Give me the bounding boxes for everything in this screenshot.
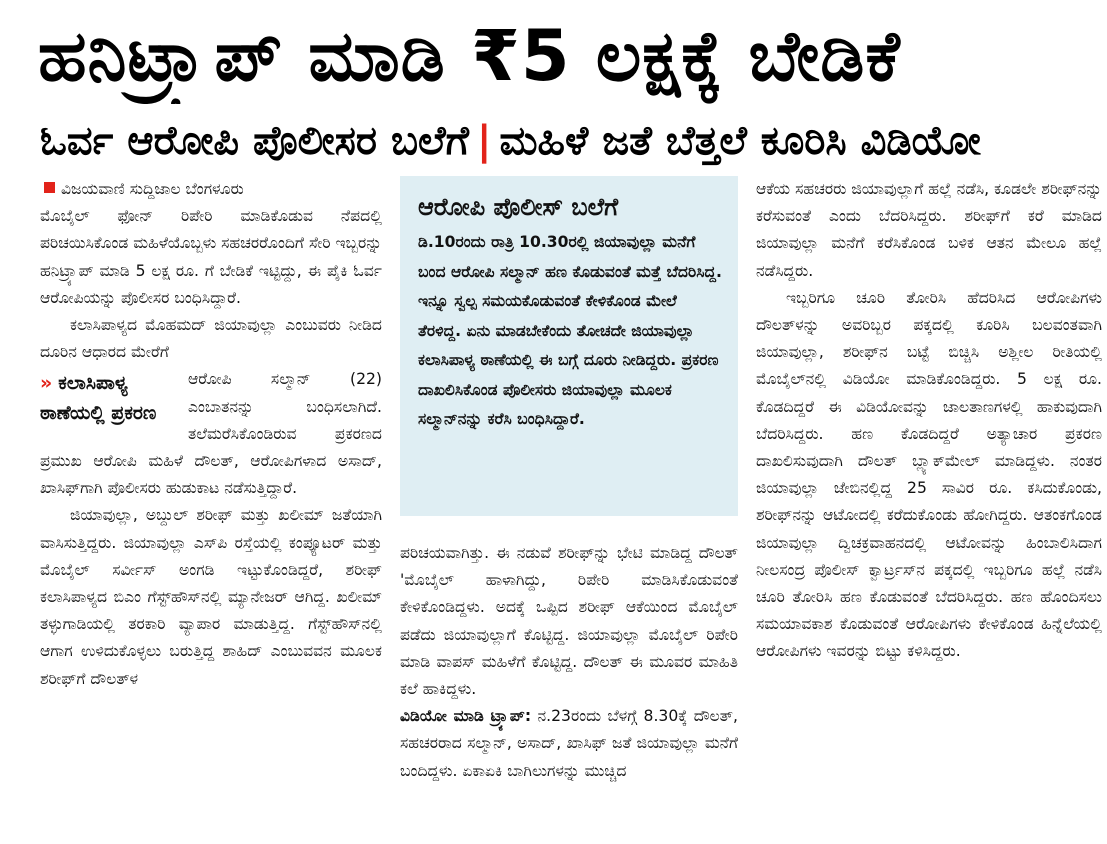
dateline-para	[40, 176, 382, 203]
headline: ಹನಿಟ್ರ್ಯಾಪ್ ಮಾಡಿ ₹5 ಲಕ್ಷಕ್ಕೆ ಬೇಡಿಕೆ	[38, 15, 901, 97]
paragraph: ಆಕೆಯ ಸಹಚರರು ಜಿಯಾವುಲ್ಲಾಗೆ ಹಲ್ಲೆ ನಡೆಸಿ, ಕೂಡಲೇ ಶರೀಫ್‌ನನ್ನು ಕರೆಸುವಂತೆ ಎಂದು ಬೆದರಿಸಿದ್ದರು. ಶರೀಫ್‌ಗೆ ಕರೆ ಮಾಡಿದ ಜಿಯಾವುಲ್ಲಾ ಮನೆಗೆ ಕರೆಸಿಕೊಂಡ ಬಳಿಕ ಆತನ ಮೇಲೂ ಹಲ್ಲೆ ನಡೆಸಿದ್ದರು.	[756, 180, 1102, 280]
paragraph: ಕಲಾಸಿಪಾಳ್ಯದ ಮೊಹಮದ್ ಜಿಯಾವುಲ್ಲಾ ಎಂಬುವರು ನೀಡಿದ ದೂರಿನ ಆಧಾರದ ಮೇರೆಗೆ	[40, 316, 382, 362]
paragraph: ಜಿಯಾವುಲ್ಲಾ, ಅಬ್ದುಲ್ ಶರೀಫ್ ಮತ್ತು ಖಲೀಮ್ ಜತೆಯಾಗಿ ವಾಸಿಸುತ್ತಿದ್ದರು. ಜಿಯಾವುಲ್ಲಾ ಎಸ್‌ಪಿ ರಸ್ತೆಯಲ್ಲಿ ಕಂಪ್ಯೂಟರ್ ಮತ್ತು ಮೊಬೈಲ್ ಸರ್ವೀಸ್ ಅಂಗಡಿ ಇಟ್ಟುಕೊಂಡಿದ್ದರೆ, ಶರೀಫ್ ಕಲಾಸಿಪಾಳ್ಯದ ಬಿಎಂ ಗೆಸ್ಟ್‌ಹೌಸ್‌ನಲ್ಲಿ ಮ್ಯಾನೇಜರ್ ಆಗಿದ್ದ. ಖಲೀಮ್ ತಳ್ಳುಗಾಡಿಯಲ್ಲಿ ತರಕಾರಿ ವ್ಯಾಪಾರ ಮಾಡುತ್ತಿದ್ದ. ಗೆಸ್ಟ್‌ಹೌಸ್‌ನಲ್ಲಿ ಆಗಾಗ ಉಳಿದುಕೊಳ್ಳಲು ಬರುತ್ತಿದ್ದ ಶಾಹಿದ್ ಎಂಬುವವನ ಮೂಲಕ ಶರೀಫ್‌ಗೆ ದೌಲತ್‌ಳ	[40, 506, 382, 688]
subhead-right: ಮಹಿಳೆ ಜತೆ ಬೆತ್ತಲೆ ಕೂರಿಸಿ ವಿಡಿಯೋ	[499, 118, 981, 164]
subheadline	[40, 112, 1102, 170]
article-column-3	[756, 176, 1102, 844]
sidebar-box-body: ಡಿ.10ರಂದು ರಾತ್ರಿ 10.30ರಲ್ಲಿ ಜಿಯಾವುಲ್ಲಾ ಮನೆಗೆ ಬಂದ ಆರೋಪಿ ಸಲ್ಮಾನ್ ಹಣ ಕೊಡುವಂತೆ ಮತ್ತೆ ಬೆದರಿಸಿದ್ದ. ಇನ್ನೂ ಸ್ವಲ್ಪ ಸಮಯಕೊಡುವಂತೆ ಕೇಳಿಕೊಂಡ ಮೇಲೆ ತೆರಳಿದ್ದ. ಏನು ಮಾಡಬೇಕೆಂದು ತೋಚದೇ ಜಿಯಾವುಲ್ಲಾ ಕಲಾಸಿಪಾಳ್ಯ ಠಾಣೆಯಲ್ಲಿ ಈ ಬಗ್ಗೆ ದೂರು ನೀಡಿದ್ದರು. ಪ್ರಕರಣ ದಾಖಲಿಸಿಕೊಂಡ ಪೊಲೀಸರು ಜಿಯಾವುಲ್ಲಾ ಮೂಲಕ ಸಲ್ಮಾನ್‌ನನ್ನು ಕರೆಸಿ ಬಂಧಿಸಿದ್ದಾರೆ.	[418, 233, 722, 428]
paragraph	[400, 703, 738, 785]
sidebar-box-title: ಆರೋಪಿ ಪೊಲೀಸ್ ಬಲೆಗೆ	[418, 193, 619, 221]
paragraph: ಮೊಬೈಲ್ ಫೋನ್ ರಿಪೇರಿ ಮಾಡಿಕೊಡುವ ನೆಪದಲ್ಲಿ ಪರಿಚಯಿಸಿಕೊಂಡ ಮಹಿಳೆಯೊಬ್ಬಳು ಸಹಚರರೊಂದಿಗೆ ಸೇರಿ ಇಬ್ಬರನ್ನು ಹನಿಟ್ರ್ಯಾಪ್ ಮಾಡಿ 5 ಲಕ್ಷ ರೂ. ಗೆ ಬೇಡಿಕೆ ಇಟ್ಟಿದ್ದು, ಈ ಪೈಕಿ ಓರ್ವ ಆರೋಪಿಯನ್ನು ಪೊಲೀಸರ ಬಂಧಿಸಿದ್ದಾರೆ.	[40, 207, 382, 307]
paragraph: ಪರಿಚಯವಾಗಿತ್ತು. ಈ ನಡುವೆ ಶರೀಫ್‌ನ್ನು ಭೇಟಿ ಮಾಡಿದ್ದ ದೌಲತ್ 'ಮೊಬೈಲ್ ಹಾಳಾಗಿದ್ದು, ರಿಪೇರಿ ಮಾಡಿಸಿಕೊಡುವಂತೆ ಕೇಳಿಕೊಂಡಿದ್ದಳು. ಅದಕ್ಕೆ ಒಪ್ಪಿದ ಶರೀಫ್ ಆಕೆಯಿಂದ ಮೊಬೈಲ್ ಪಡೆದು ಜಿಯಾವುಲ್ಲಾಗೆ ಕೊಟ್ಟಿದ್ದ. ಜಿಯಾವುಲ್ಲಾ ಮೊಬೈಲ್ ರಿಪೇರಿ ಮಾಡಿ ವಾಪಸ್ ಮಹಿಳೆಗೆ ಕೊಟ್ಟಿದ್ದ. ದೌಲತ್ ಈ ಮೂವರ ಮಾಹಿತಿ ಕಲೆ ಹಾಕಿದ್ದಳು.	[400, 544, 738, 699]
dateline: ವಿಜಯವಾಣಿ ಸುದ್ದಿಜಾಲ ಬೆಂಗಳೂರು	[61, 180, 244, 198]
paragraph: ಇಬ್ಬರಿಗೂ ಚೂರಿ ತೋರಿಸಿ ಹೆದರಿಸಿದ ಆರೋಪಿಗಳು ದೌಲತ್‌ಳನ್ನು ಅವರಿಬ್ಬರ ಪಕ್ಕದಲ್ಲಿ ಕೂರಿಸಿ ಬಲವಂತವಾಗಿ ಜಿಯಾವುಲ್ಲಾ, ಶರೀಫ್‌ನ ಬಟ್ಟೆ ಬಿಚ್ಚಿಸಿ ಅಶ್ಲೀಲ ರೀತಿಯಲ್ಲಿ ಮೊಬೈಲ್‌ನಲ್ಲಿ ವಿಡಿಯೋ ಮಾಡಿಕೊಂಡಿದ್ದರು. 5 ಲಕ್ಷ ರೂ. ಕೊಡದಿದ್ದರೆ ಈ ವಿಡಿಯೋವನ್ನು ಜಾಲತಾಣಗಳಲ್ಲಿ ಹಾಕುವುದಾಗಿ ಬೆದರಿಸಿದ್ದರು. ಹಣ ಕೊಡದಿದ್ದರೆ ಅತ್ಯಾಚಾರ ಪ್ರಕರಣ ದಾಖಲಿಸುವುದಾಗಿ ದೌಲತ್ ಬ್ಲ್ಯಾಕ್‌ಮೇಲ್ ಮಾಡಿದ್ದಳು. ನಂತರ ಜಿಯಾವುಲ್ಲಾ ಜೇಬಿನಲ್ಲಿದ್ದ 25 ಸಾವಿರ ರೂ. ಕಸಿದುಕೊಂಡು, ಶರೀಫ್‌ನನ್ನು ಆಟೋದಲ್ಲಿ ಕರೆದುಕೊಂಡು ಹೋಗಿದ್ದರು. ಆತಂಕಗೊಂಡ ಜಿಯಾವುಲ್ಲಾ ದ್ವಿಚಕ್ರವಾಹನದಲ್ಲಿ ಆಟೋವನ್ನು ಹಿಂಬಾಲಿಸಿದಾಗ ನೀಲಸಂದ್ರ ಪೊಲೀಸ್ ಕ್ವಾರ್ಟ್ರಸ್‌ನ ಪಕ್ಕದಲ್ಲಿ ಇಬ್ಬರಿಗೂ ಹಲ್ಲೆ ನಡೆಸಿ ಚೂರಿ ತೋರಿಸಿ ಹಣ ಕೊಡುವಂತೆ ಬೆದರಿಸಿದ್ದರು. ಹಣ ಹೊಂದಿಸಲು ಸಮಯಾವಕಾಶ ಕೊಡುವಂತೆ ಆರೋಪಿಗಳು ಕೇಳಿಕೊಂಡ ಹಿನ್ನೆಲೆಯಲ್ಲಿ ಆರೋಪಿಗಳು ಇವರನ್ನು ಬಿಟ್ಟು ಕಳಿಸಿದ್ದರು.	[756, 288, 1102, 661]
pullquote	[40, 368, 180, 428]
subhead-separator: |	[476, 118, 492, 164]
paragraph: ಆರೋಪಿ ಸಲ್ಮಾನ್ (22) ಎಂಬಾತನನ್ನು ಬಂಧಿಸಲಾಗಿದೆ. ತಲೆಮರೆಸಿಕೊಂಡಿರುವ ಪ್ರಕರಣದ ಪ್ರಮುಖ ಆರೋಪಿ ಮಹಿಳೆ ದೌಲತ್, ಆರೋಪಿಗಳಾದ ಅಸಾದ್, ಖಾಸಿಫ್‌ಗಾಗಿ ಪೊಲೀಸರು ಹುಡುಕಾಟ ನಡೆಸುತ್ತಿದ್ದಾರೆ.	[40, 370, 382, 498]
article-column-1	[40, 176, 382, 844]
subheading-inline: ವಿಡಿಯೋ ಮಾಡಿ ಟ್ರ್ಯಾಪ್:	[400, 707, 532, 726]
sidebar-box	[400, 176, 738, 516]
article-column-2	[400, 540, 738, 844]
chevron-icon: »	[40, 372, 53, 395]
subhead-left: ಓರ್ವ ಆರೋಪಿ ಪೊಲೀಸರ ಬಲೆಗೆ	[40, 118, 469, 164]
paragraph-text: ನ.23ರಂದು ಬೆಳಗ್ಗೆ 8.30ಕ್ಕೆ ದೌಲತ್, ಸಹಚರರಾದ ಸಲ್ಮಾನ್, ಅಸಾದ್, ಖಾಸಿಫ್ ಜತೆ ಜಿಯಾವುಲ್ಲಾ ಮನೆಗೆ ಬಂದಿದ್ದಳು. ಏಕಾಏಕಿ ಬಾಗಿಲುಗಳನ್ನು ಮುಚ್ಚಿದ	[400, 707, 738, 780]
pullquote-text: ಕಲಾಸಿಪಾಳ್ಯ ಠಾಣೆಯಲ್ಲಿ ಪ್ರಕರಣ	[40, 372, 157, 425]
dateline-bullet-icon	[44, 182, 55, 193]
